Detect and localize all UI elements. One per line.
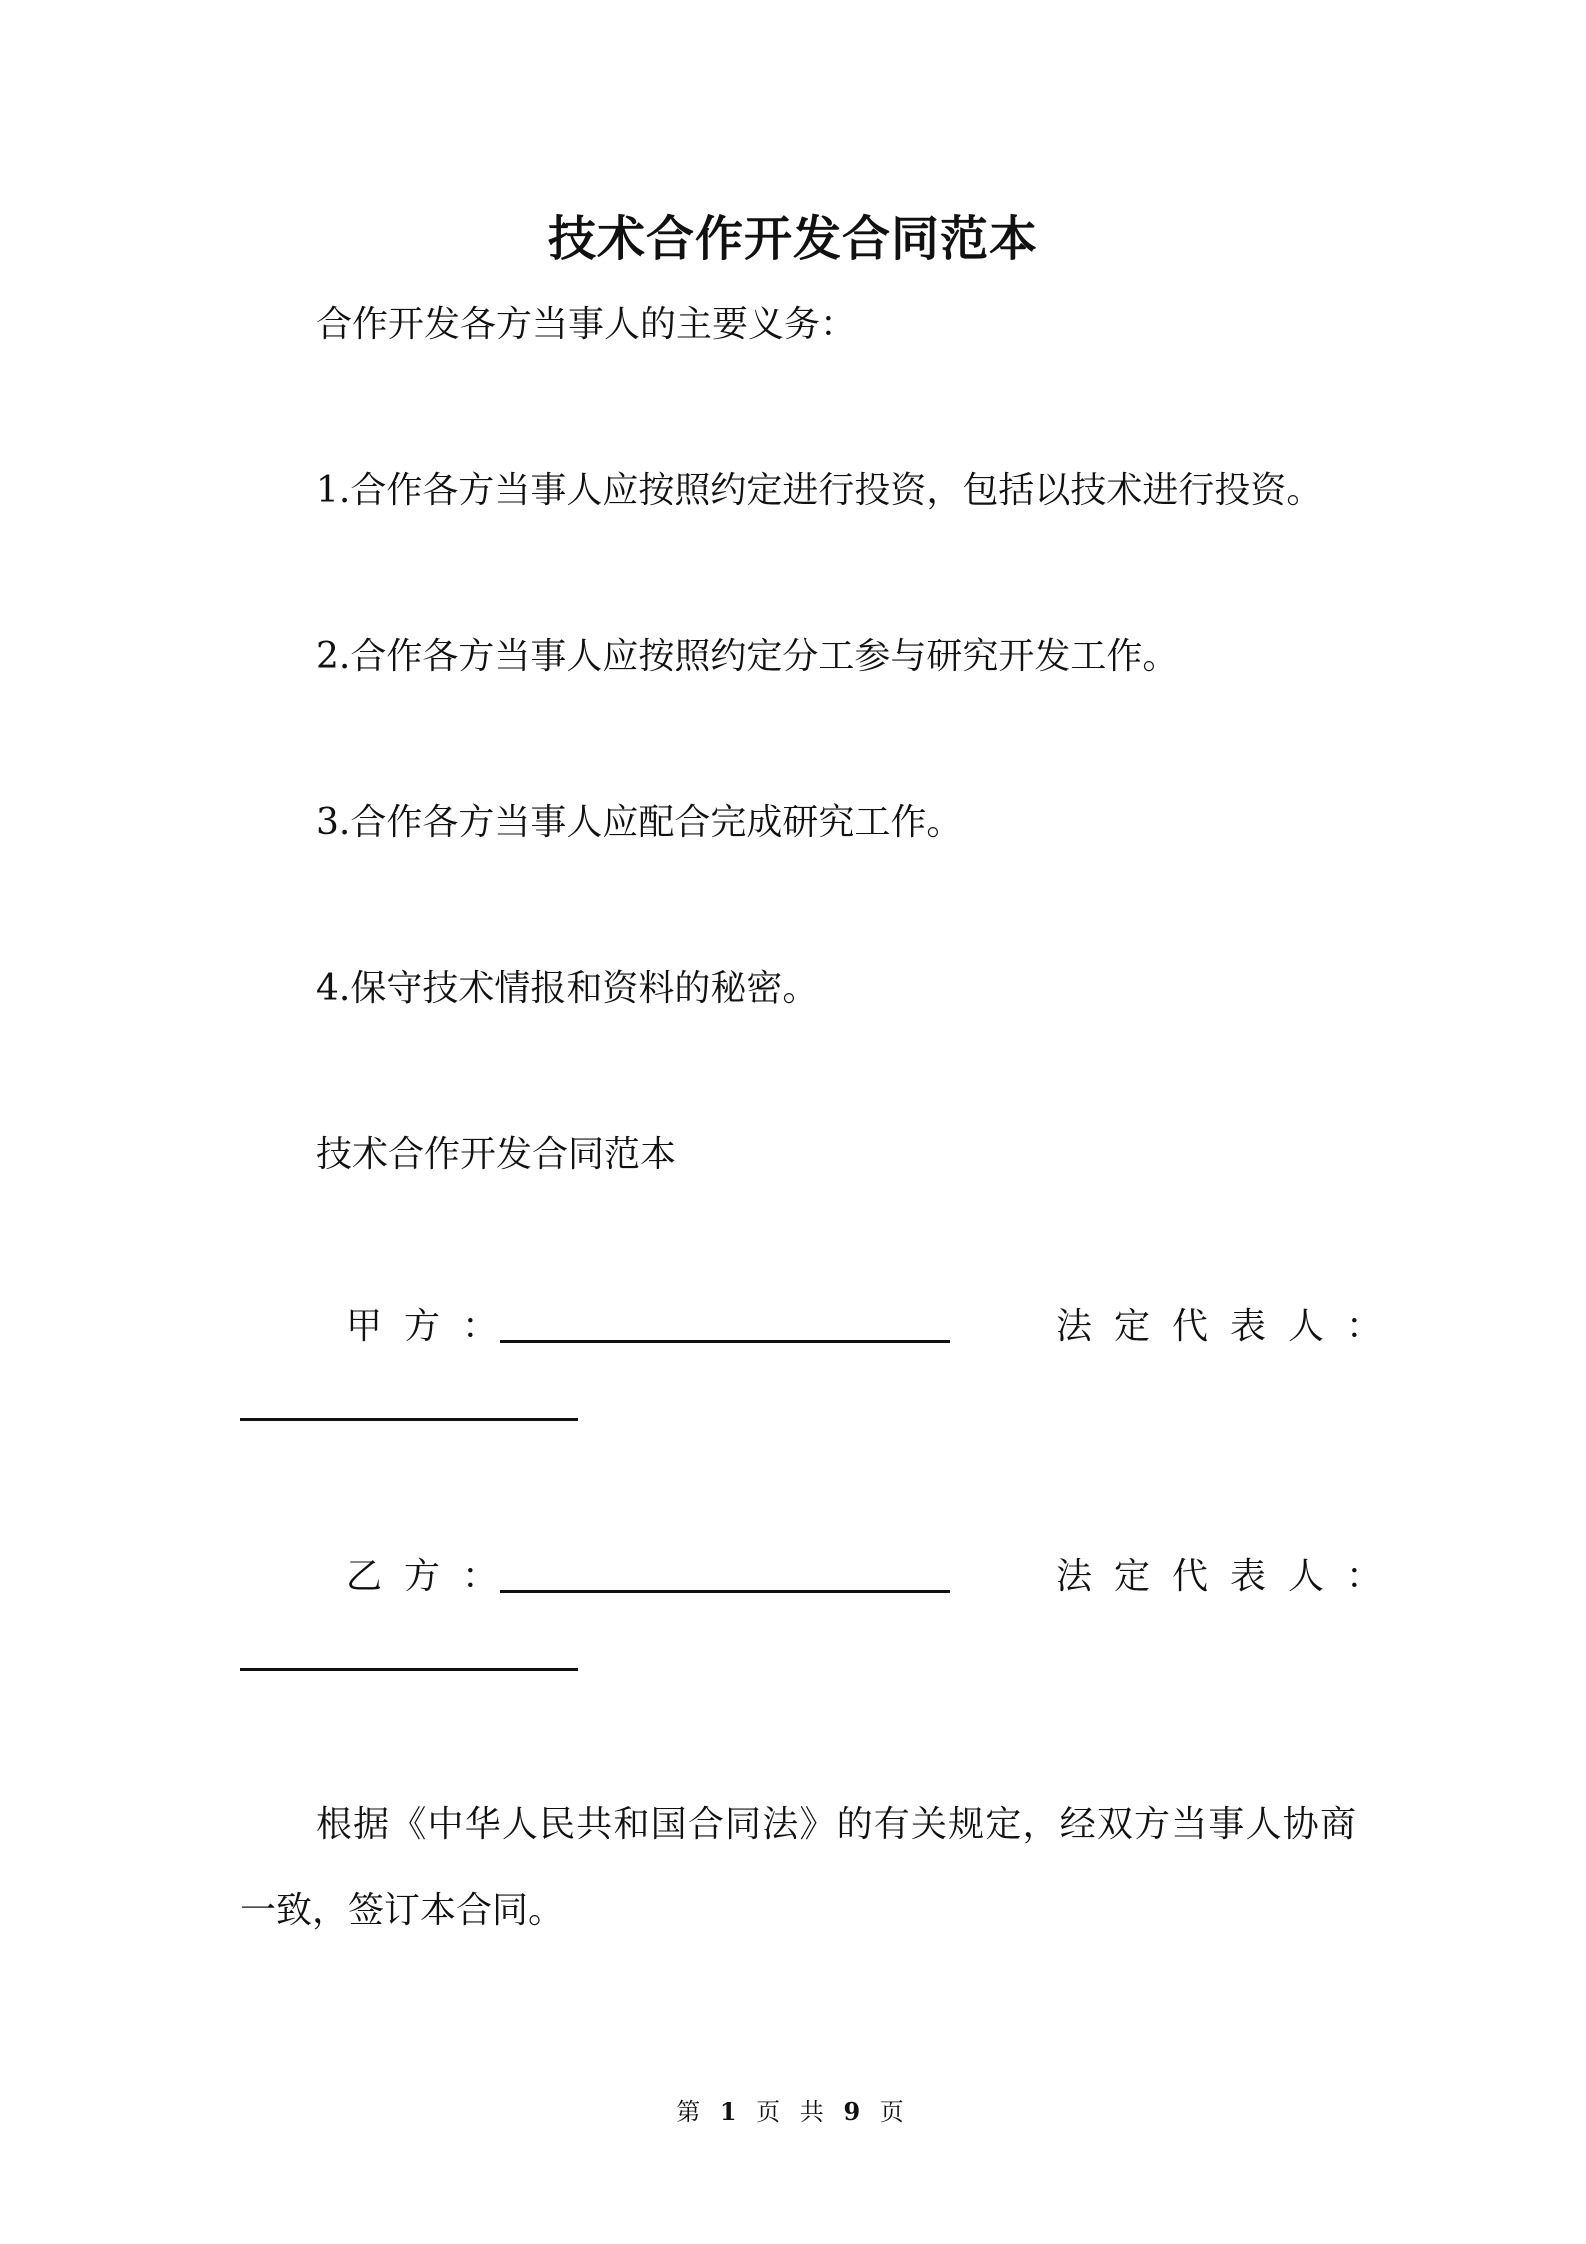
agreement-paragraph: 根据《中华人民共和国合同法》的有关规定，经双方当事人协商一致，签订本合同。 bbox=[240, 1804, 1356, 1931]
footer-middle: 页 共 bbox=[756, 2098, 830, 2126]
footer-prefix: 第 bbox=[676, 2098, 707, 2126]
obligation-item-3: 3.合作各方当事人应配合完成研究工作。 bbox=[316, 802, 963, 843]
footer-current-page: 1 bbox=[719, 2097, 743, 2126]
page-footer bbox=[0, 2092, 1586, 2127]
intro-text: 合作开发各方当事人的主要义务： bbox=[316, 304, 857, 345]
obligation-item-1: 1.合作各方当事人应按照约定进行投资，包括以技术进行投资。 bbox=[316, 470, 1323, 511]
party-a-rep-label: 法定代表人： bbox=[1056, 1306, 1405, 1347]
document-title: 技术合作开发合同范本 bbox=[547, 211, 1038, 267]
party-a-label: 甲方： bbox=[346, 1306, 521, 1347]
party-a-signature-line bbox=[500, 1340, 950, 1343]
party-b-signature-line bbox=[500, 1590, 950, 1593]
footer-suffix: 页 bbox=[879, 2098, 910, 2126]
party-a-rep-signature-line bbox=[240, 1418, 578, 1421]
party-b-rep-label: 法定代表人： bbox=[1056, 1556, 1405, 1597]
obligation-item-4: 4.保守技术情报和资料的秘密。 bbox=[316, 968, 819, 1009]
footer-total-pages: 9 bbox=[843, 2097, 867, 2126]
subtitle-text: 技术合作开发合同范本 bbox=[316, 1134, 677, 1175]
party-b-rep-signature-line bbox=[240, 1668, 578, 1671]
obligation-item-2: 2.合作各方当事人应按照约定分工参与研究开发工作。 bbox=[316, 636, 1179, 677]
party-b-label: 乙方： bbox=[346, 1556, 521, 1597]
